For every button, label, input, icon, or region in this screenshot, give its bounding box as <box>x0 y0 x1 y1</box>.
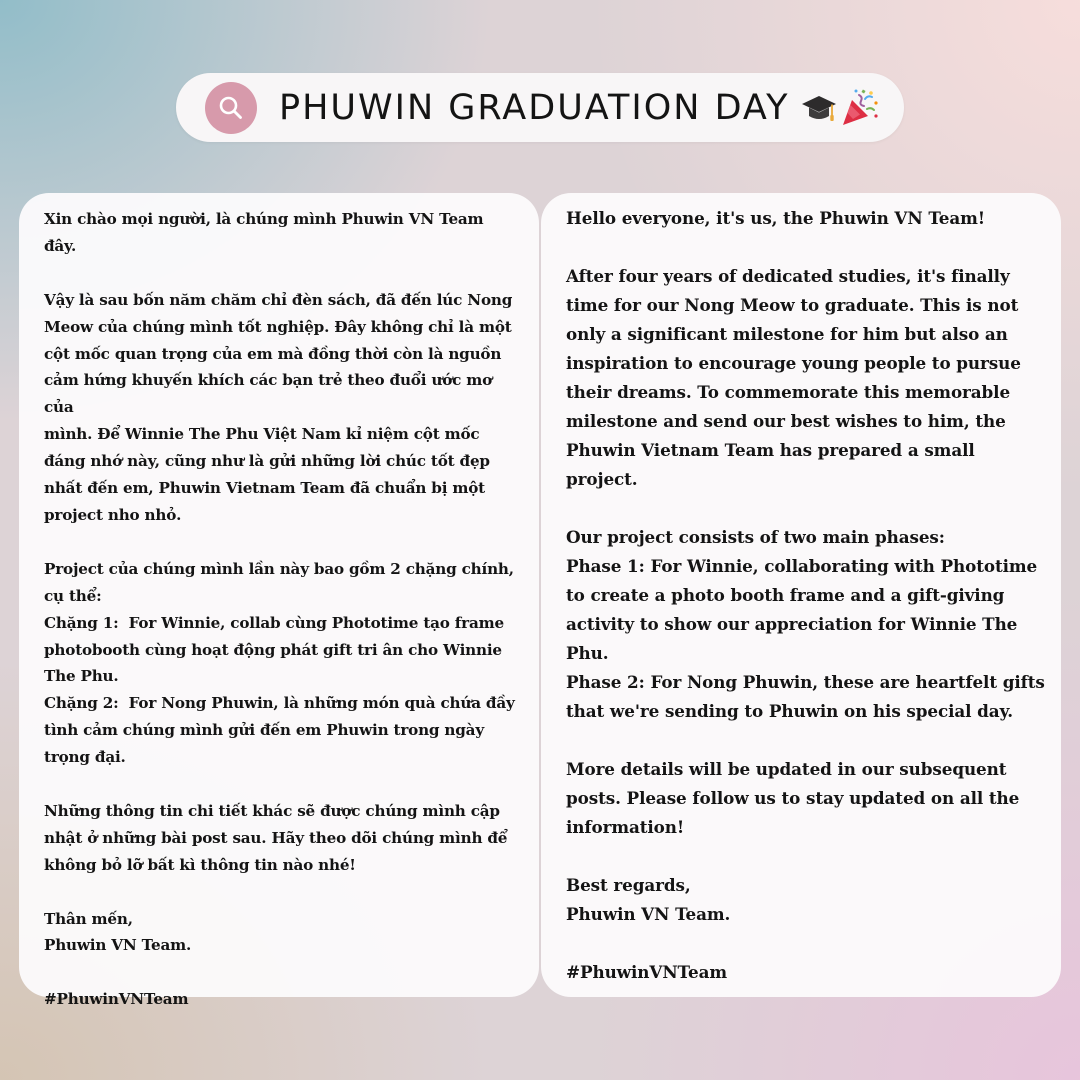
page-title: PHUWIN GRADUATION DAY <box>279 87 790 128</box>
english-message-card <box>541 193 1061 997</box>
search-icon <box>205 82 257 134</box>
title-search-bar <box>176 73 904 142</box>
vietnamese-message-card <box>19 193 539 1009</box>
title-emojis <box>800 88 880 128</box>
party-popper-icon <box>840 88 880 128</box>
vietnamese-message-text: Xin chào mọi người, là chúng mình Phuwin VN Team đây. Vậy là sau bốn năm chăm chỉ đèn sách, đã đến lúc Nong Meow của chúng mình tốt nghiệp. Đây không chỉ là một cột mốc quan trọng của em mà đồng thời còn là nguồn cảm hứng khuyến khích các bạn trẻ theo đuổi ước mơ của mình. Để Winnie The Phu Việt Nam kỉ niệm cột mốc đáng nhớ này, cũng như là gửi những lời chúc tốt đẹp nhất đến em, Phuwin Vietnam Team đã chuẩn bị một project nho nhỏ. Project của chúng mình lần này bao gồm 2 chặng chính, cụ thể: Chặng 1: For Winnie, collab cùng Phototime tạo frame photobooth cùng hoạt động phát gift tri ân cho Winnie The Phu. Chặng 2: For Nong Phuwin, là những món quà chứa đầy tình cảm chúng mình gửi đến em Phuwin trong ngày trọng đại. Những thông tin chi tiết khác sẽ được chúng mình cập nhật ở những bài post sau. Hãy theo dõi chúng mình để không bỏ lỡ bất kì thông tin nào nhé! Thân mến, Phuwin VN Team. #PhuwinVNTeam <box>44 210 515 1009</box>
graduation-cap-icon <box>800 89 838 127</box>
english-message-text: Hello everyone, it's us, the Phuwin VN Team! After four years of dedicated studies, it's finally time for our Nong Meow to graduate. This is not only a significant milestone for him but also an inspiration to encourage young people to pursue their dreams. To commemorate this memorable milestone and send our best wishes to him, the Phuwin Vietnam Team has prepared a small project. Our project consists of two main phases: Phase 1: For Winnie, collaborating with Phototime to create a photo booth frame and a gift-giving activity to show our appreciation for Winnie The Phu. Phase 2: For Nong Phuwin, these are heartfelt gifts that we're sending to Phuwin on his special day. More details will be updated in our subsequent posts. Please follow us to stay updated on all the information! Best regards, Phuwin VN Team. #PhuwinVNTeam <box>566 208 1045 982</box>
